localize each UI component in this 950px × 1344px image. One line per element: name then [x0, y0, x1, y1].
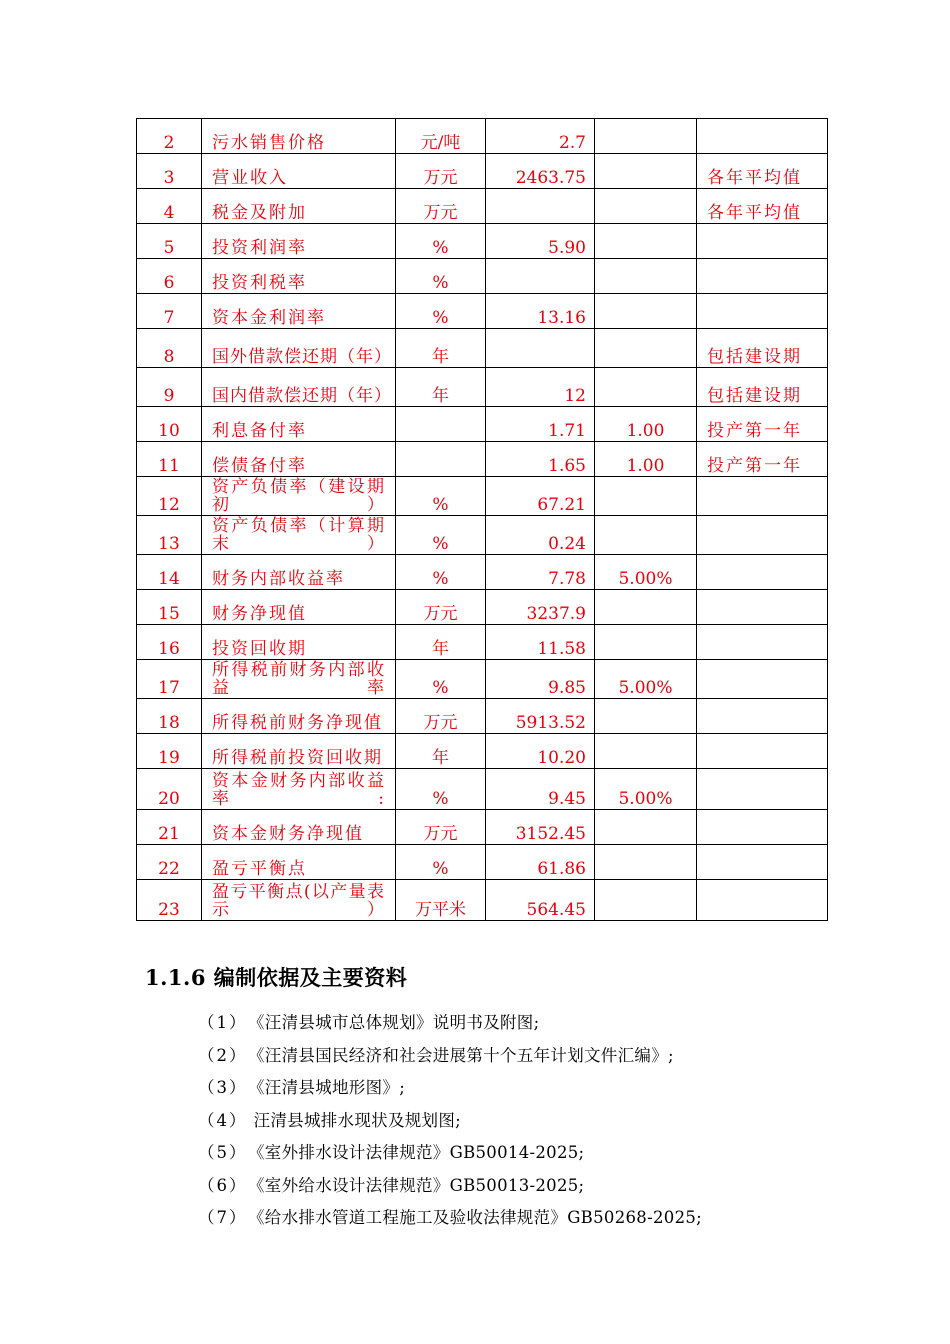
list-item-number: （1）	[198, 1013, 248, 1032]
list-item-text: 《汪清县城地形图》;	[248, 1078, 406, 1097]
row-reference	[595, 119, 697, 154]
row-item: 所得税前财务内部收益率	[202, 660, 396, 699]
row-item: 投资利润率	[202, 224, 396, 259]
row-number: 5	[137, 224, 202, 259]
list-item-number: （5）	[198, 1143, 248, 1162]
row-note: 投产第一年	[697, 442, 828, 477]
list-item	[198, 1076, 702, 1109]
row-value: 7.78	[486, 555, 595, 590]
row-unit: 元/吨	[396, 119, 486, 154]
row-unit: 万元	[396, 154, 486, 189]
row-item: 资本金财务净现值	[202, 810, 396, 845]
row-note	[697, 555, 828, 590]
row-number: 23	[137, 880, 202, 921]
row-unit: 年	[396, 368, 486, 407]
row-reference	[595, 880, 697, 921]
row-unit: %	[396, 477, 486, 516]
row-unit: %	[396, 555, 486, 590]
row-reference	[595, 590, 697, 625]
row-item: 污水销售价格	[202, 119, 396, 154]
reference-list	[198, 1011, 702, 1239]
row-item: 资本金财务内部收益率:	[202, 769, 396, 810]
list-item	[198, 1044, 702, 1077]
table-row	[137, 407, 828, 442]
row-number: 18	[137, 699, 202, 734]
row-number: 8	[137, 329, 202, 368]
row-note	[697, 477, 828, 516]
row-value: 1.65	[486, 442, 595, 477]
row-value: 0.24	[486, 516, 595, 555]
table-row	[137, 769, 828, 810]
table-row	[137, 442, 828, 477]
table-row	[137, 119, 828, 154]
row-unit: %	[396, 259, 486, 294]
financial-indicators-table	[136, 118, 828, 921]
table-row	[137, 555, 828, 590]
table-row	[137, 224, 828, 259]
row-reference	[595, 294, 697, 329]
row-number: 14	[137, 555, 202, 590]
row-number: 16	[137, 625, 202, 660]
row-value: 9.45	[486, 769, 595, 810]
table-row	[137, 368, 828, 407]
list-item-number: （6）	[198, 1175, 248, 1195]
row-item: 资产负债率（计算期末）	[202, 516, 396, 555]
table-row	[137, 699, 828, 734]
row-item: 盈亏平衡点	[202, 845, 396, 880]
row-value: 13.16	[486, 294, 595, 329]
row-item: 资本金利润率	[202, 294, 396, 329]
list-item	[198, 1206, 702, 1239]
row-value: 12	[486, 368, 595, 407]
table-row	[137, 189, 828, 224]
row-unit: %	[396, 769, 486, 810]
list-item-number: （3）	[198, 1078, 248, 1097]
section-heading: 1.1.6 编制依据及主要资料	[145, 965, 408, 990]
table-row	[137, 880, 828, 921]
list-item-text: 《汪清县城市总体规划》说明书及附图;	[248, 1013, 540, 1032]
row-item: 营业收入	[202, 154, 396, 189]
row-number: 4	[137, 189, 202, 224]
table-row	[137, 154, 828, 189]
row-note	[697, 734, 828, 769]
row-note	[697, 880, 828, 921]
table-row	[137, 516, 828, 555]
row-unit	[396, 442, 486, 477]
row-note: 各年平均值	[697, 154, 828, 189]
row-unit: 万元	[396, 810, 486, 845]
row-reference: 1.00	[595, 407, 697, 442]
row-value: 5913.52	[486, 699, 595, 734]
row-value: 3237.9	[486, 590, 595, 625]
row-note	[697, 119, 828, 154]
list-item-text: 《室外给水设计法律规范》GB50013-2025;	[248, 1175, 585, 1195]
row-note	[697, 625, 828, 660]
row-unit: 万平米	[396, 880, 486, 921]
row-number: 10	[137, 407, 202, 442]
row-unit: %	[396, 516, 486, 555]
row-unit: 年	[396, 734, 486, 769]
list-item	[198, 1109, 702, 1142]
row-value: 1.71	[486, 407, 595, 442]
row-reference	[595, 477, 697, 516]
row-reference: 1.00	[595, 442, 697, 477]
row-item: 财务内部收益率	[202, 555, 396, 590]
row-item: 国内借款偿还期（年）	[202, 368, 396, 407]
row-unit: %	[396, 224, 486, 259]
row-reference	[595, 368, 697, 407]
row-note	[697, 699, 828, 734]
table-row	[137, 625, 828, 660]
row-reference	[595, 845, 697, 880]
row-item: 所得税前财务净现值	[202, 699, 396, 734]
row-number: 7	[137, 294, 202, 329]
row-item: 利息备付率	[202, 407, 396, 442]
row-reference	[595, 625, 697, 660]
row-reference	[595, 810, 697, 845]
row-value: 9.85	[486, 660, 595, 699]
row-number: 20	[137, 769, 202, 810]
table-row	[137, 660, 828, 699]
row-number: 22	[137, 845, 202, 880]
row-item: 所得税前投资回收期	[202, 734, 396, 769]
table-row	[137, 477, 828, 516]
row-value	[486, 189, 595, 224]
row-reference	[595, 516, 697, 555]
row-value: 61.86	[486, 845, 595, 880]
row-number: 13	[137, 516, 202, 555]
list-item	[198, 1011, 702, 1044]
row-item: 偿债备付率	[202, 442, 396, 477]
row-reference: 5.00%	[595, 660, 697, 699]
list-item-number: （2）	[198, 1045, 248, 1065]
row-unit: 万元	[396, 189, 486, 224]
list-item-text: 《给水排水管道工程施工及验收法律规范》GB50268-2025;	[248, 1208, 703, 1227]
list-item	[198, 1174, 702, 1207]
row-reference	[595, 259, 697, 294]
row-number: 3	[137, 154, 202, 189]
table-row	[137, 259, 828, 294]
row-unit: 年	[396, 329, 486, 368]
row-item: 税金及附加	[202, 189, 396, 224]
row-unit	[396, 407, 486, 442]
row-reference	[595, 154, 697, 189]
row-value: 5.90	[486, 224, 595, 259]
row-item: 投资回收期	[202, 625, 396, 660]
row-value: 2.7	[486, 119, 595, 154]
row-value: 67.21	[486, 477, 595, 516]
row-number: 19	[137, 734, 202, 769]
list-item-text: 《室外排水设计法律规范》GB50014-2025;	[248, 1143, 585, 1162]
row-reference	[595, 734, 697, 769]
row-reference	[595, 224, 697, 259]
row-value: 564.45	[486, 880, 595, 921]
row-number: 9	[137, 368, 202, 407]
table-row	[137, 845, 828, 880]
row-value: 2463.75	[486, 154, 595, 189]
table-row	[137, 294, 828, 329]
row-reference: 5.00%	[595, 555, 697, 590]
row-item: 国外借款偿还期（年）	[202, 329, 396, 368]
list-item-text: 汪清县城排水现状及规划图;	[248, 1110, 462, 1130]
row-value: 10.20	[486, 734, 595, 769]
row-unit: 年	[396, 625, 486, 660]
row-note	[697, 259, 828, 294]
row-note	[697, 294, 828, 329]
row-reference	[595, 189, 697, 224]
row-value	[486, 329, 595, 368]
table-row	[137, 329, 828, 368]
row-reference: 5.00%	[595, 769, 697, 810]
table-body	[137, 119, 828, 921]
row-value	[486, 259, 595, 294]
row-note: 各年平均值	[697, 189, 828, 224]
row-note	[697, 590, 828, 625]
row-reference	[595, 329, 697, 368]
row-value: 3152.45	[486, 810, 595, 845]
list-item	[198, 1141, 702, 1174]
row-number: 11	[137, 442, 202, 477]
row-note	[697, 810, 828, 845]
table-row	[137, 734, 828, 769]
row-reference	[595, 699, 697, 734]
row-unit: %	[396, 845, 486, 880]
row-number: 17	[137, 660, 202, 699]
row-unit: %	[396, 660, 486, 699]
list-item-number: （4）	[198, 1110, 248, 1130]
row-number: 12	[137, 477, 202, 516]
row-item: 财务净现值	[202, 590, 396, 625]
row-unit: %	[396, 294, 486, 329]
row-unit: 万元	[396, 699, 486, 734]
row-note	[697, 660, 828, 699]
row-item: 盈亏平衡点(以产量表示）	[202, 880, 396, 921]
row-number: 6	[137, 259, 202, 294]
row-note	[697, 769, 828, 810]
row-unit: 万元	[396, 590, 486, 625]
row-value: 11.58	[486, 625, 595, 660]
row-number: 15	[137, 590, 202, 625]
table-row	[137, 590, 828, 625]
row-number: 2	[137, 119, 202, 154]
row-item: 投资利税率	[202, 259, 396, 294]
row-note: 投产第一年	[697, 407, 828, 442]
row-note: 包括建设期	[697, 368, 828, 407]
list-item-number: （7）	[198, 1208, 248, 1227]
row-note	[697, 516, 828, 555]
row-note	[697, 845, 828, 880]
row-item: 资产负债率（建设期初）	[202, 477, 396, 516]
row-note	[697, 224, 828, 259]
row-number: 21	[137, 810, 202, 845]
row-note: 包括建设期	[697, 329, 828, 368]
table-row	[137, 810, 828, 845]
list-item-text: 《汪清县国民经济和社会进展第十个五年计划文件汇编》;	[248, 1045, 674, 1065]
